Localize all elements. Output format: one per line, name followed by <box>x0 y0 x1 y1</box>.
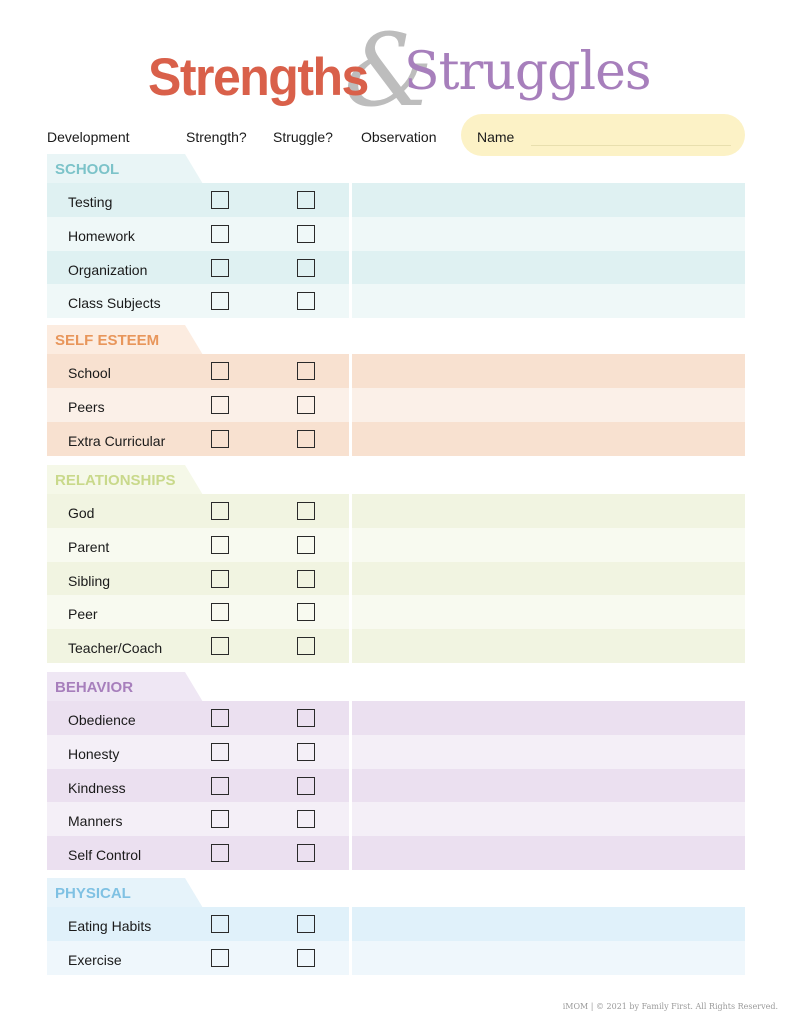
row-label: Teacher/Coach <box>68 640 163 657</box>
table-row <box>47 769 745 803</box>
row-label-cell <box>47 562 349 596</box>
observation-field[interactable] <box>352 836 745 870</box>
section-tab-school <box>47 154 212 184</box>
struggle-checkbox[interactable] <box>297 225 315 243</box>
row-label: Self Control <box>68 847 142 864</box>
table-row <box>47 802 745 836</box>
struggle-checkbox[interactable] <box>297 709 315 727</box>
strength-checkbox[interactable] <box>211 915 229 933</box>
row-label: Exercise <box>68 951 122 968</box>
row-label-cell <box>47 354 349 388</box>
row-label-cell <box>47 595 349 629</box>
table-row <box>47 941 745 975</box>
title-strengths: Strengths <box>148 47 368 107</box>
table-row <box>47 528 745 562</box>
observation-field[interactable] <box>352 769 745 803</box>
page-title <box>0 12 792 129</box>
header-strength: Strength? <box>186 129 247 145</box>
table-row <box>47 836 745 870</box>
table-row <box>47 217 745 251</box>
table-row <box>47 494 745 528</box>
strength-checkbox[interactable] <box>211 292 229 310</box>
strength-checkbox[interactable] <box>211 810 229 828</box>
table-row <box>47 354 745 388</box>
section-tab-physical <box>47 878 212 908</box>
struggle-checkbox[interactable] <box>297 430 315 448</box>
strength-checkbox[interactable] <box>211 396 229 414</box>
struggle-checkbox[interactable] <box>297 777 315 795</box>
row-label: School <box>68 365 111 381</box>
strength-checkbox[interactable] <box>211 570 229 588</box>
strength-checkbox[interactable] <box>211 536 229 554</box>
row-label-cell <box>47 836 349 870</box>
row-label: Homework <box>68 227 135 244</box>
observation-field[interactable] <box>352 907 745 941</box>
observation-field[interactable] <box>352 494 745 528</box>
observation-field[interactable] <box>352 735 745 769</box>
row-label: Peers <box>68 398 105 415</box>
row-label-cell <box>47 769 349 803</box>
strength-checkbox[interactable] <box>211 743 229 761</box>
observation-field[interactable] <box>352 629 745 663</box>
struggle-checkbox[interactable] <box>297 915 315 933</box>
row-label: Sibling <box>68 572 111 589</box>
table-row <box>47 907 745 941</box>
row-label: Eating Habits <box>68 918 152 934</box>
row-label-cell <box>47 941 349 975</box>
table-row <box>47 701 745 735</box>
name-label: Name <box>477 129 515 145</box>
observation-field[interactable] <box>352 562 745 596</box>
struggle-checkbox[interactable] <box>297 502 315 520</box>
section-label: PHYSICAL <box>55 885 131 902</box>
title-ampersand: & <box>344 12 434 129</box>
row-label: Peer <box>68 606 98 623</box>
strength-checkbox[interactable] <box>211 844 229 862</box>
struggle-checkbox[interactable] <box>297 810 315 828</box>
row-label: Organization <box>68 261 148 278</box>
observation-field[interactable] <box>352 802 745 836</box>
table-row <box>47 251 745 285</box>
struggle-checkbox[interactable] <box>297 191 315 209</box>
row-label: Kindness <box>68 779 126 796</box>
struggle-checkbox[interactable] <box>297 536 315 554</box>
strength-checkbox[interactable] <box>211 709 229 727</box>
row-label: God <box>68 505 95 521</box>
row-label-cell <box>47 701 349 735</box>
row-label-cell <box>47 528 349 562</box>
title-struggles: Struggles <box>404 42 651 102</box>
observation-field[interactable] <box>352 284 745 318</box>
row-label-cell <box>47 217 349 251</box>
table-row <box>47 629 745 663</box>
row-label: Honesty <box>68 745 120 762</box>
header-observation: Observation <box>361 129 437 145</box>
row-label-cell <box>47 422 349 456</box>
struggle-checkbox[interactable] <box>297 603 315 621</box>
strength-checkbox[interactable] <box>211 430 229 448</box>
row-label-cell <box>47 735 349 769</box>
copyright-footer: iMOM | © 2021 by Family First. All Rights Reserved. <box>562 1002 778 1011</box>
name-field[interactable] <box>461 114 745 156</box>
header-development: Development <box>47 129 130 145</box>
section-tab-relationships <box>47 465 212 495</box>
table-row <box>47 735 745 769</box>
strength-checkbox[interactable] <box>211 191 229 209</box>
observation-field[interactable] <box>352 251 745 285</box>
row-label: Obedience <box>68 712 136 728</box>
row-label-cell <box>47 629 349 663</box>
table-row <box>47 422 745 456</box>
row-label-cell <box>47 251 349 285</box>
row-label-cell <box>47 494 349 528</box>
struggle-checkbox[interactable] <box>297 292 315 310</box>
section-label: SCHOOL <box>55 161 120 178</box>
struggle-checkbox[interactable] <box>297 362 315 380</box>
row-label: Testing <box>68 194 113 210</box>
observation-field[interactable] <box>352 528 745 562</box>
strength-checkbox[interactable] <box>211 502 229 520</box>
row-label-cell <box>47 907 349 941</box>
section-label: SELF ESTEEM <box>55 332 160 349</box>
section-tab-self-esteem <box>47 325 212 355</box>
strength-checkbox[interactable] <box>211 777 229 795</box>
row-label: Manners <box>68 813 123 830</box>
observation-field[interactable] <box>352 422 745 456</box>
row-label: Extra Curricular <box>68 432 166 449</box>
table-row <box>47 284 745 318</box>
observation-field[interactable] <box>352 701 745 735</box>
struggle-checkbox[interactable] <box>297 259 315 277</box>
section-label: RELATIONSHIPS <box>55 472 176 489</box>
struggle-checkbox[interactable] <box>297 844 315 862</box>
struggle-checkbox[interactable] <box>297 949 315 967</box>
observation-field[interactable] <box>352 217 745 251</box>
struggle-checkbox[interactable] <box>297 637 315 655</box>
row-label: Class Subjects <box>68 295 161 312</box>
table-row <box>47 595 745 629</box>
strength-checkbox[interactable] <box>211 603 229 621</box>
strength-checkbox[interactable] <box>211 225 229 243</box>
observation-field[interactable] <box>352 183 745 217</box>
table-row <box>47 388 745 422</box>
name-underline <box>531 145 731 146</box>
section-tab-behavior <box>47 672 212 702</box>
row-label-cell <box>47 183 349 217</box>
table-row <box>47 562 745 596</box>
section-label: BEHAVIOR <box>55 679 134 696</box>
header-struggle: Struggle? <box>273 129 333 145</box>
struggle-checkbox[interactable] <box>297 396 315 414</box>
row-label-cell <box>47 388 349 422</box>
row-label: Parent <box>68 538 110 555</box>
struggle-checkbox[interactable] <box>297 570 315 588</box>
strength-checkbox[interactable] <box>211 949 229 967</box>
observation-field[interactable] <box>352 941 745 975</box>
observation-field[interactable] <box>352 388 745 422</box>
strength-checkbox[interactable] <box>211 362 229 380</box>
row-label-cell <box>47 284 349 318</box>
strength-checkbox[interactable] <box>211 637 229 655</box>
observation-field[interactable] <box>352 354 745 388</box>
strength-checkbox[interactable] <box>211 259 229 277</box>
table-row <box>47 183 745 217</box>
row-label-cell <box>47 802 349 836</box>
struggle-checkbox[interactable] <box>297 743 315 761</box>
observation-field[interactable] <box>352 595 745 629</box>
